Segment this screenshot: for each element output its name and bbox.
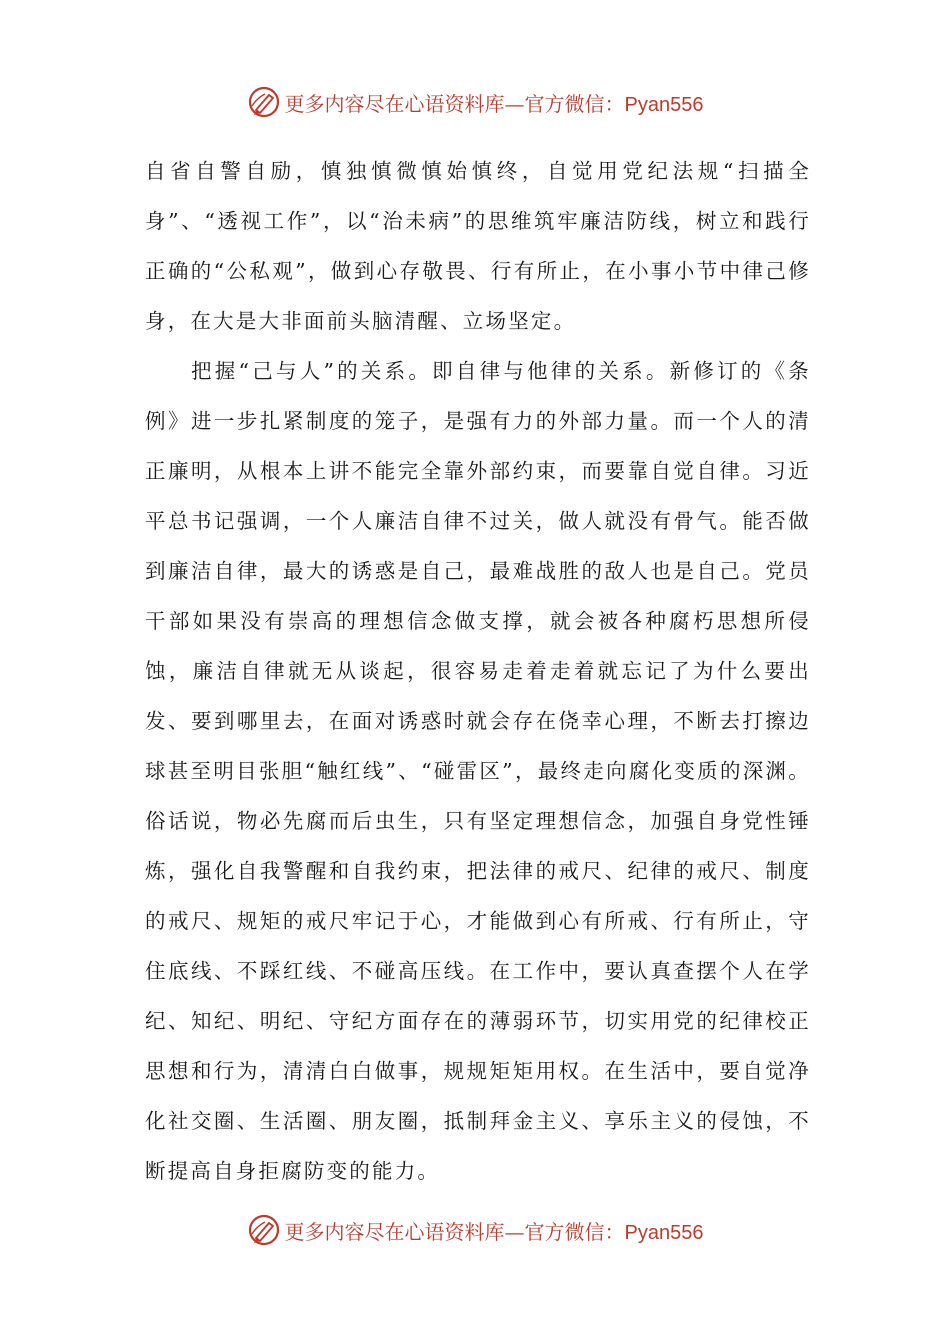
paragraph-2: 把握“己与人”的关系。即自律与他律的关系。新修订的《条例》进一步扎紧制度的笼子，是强有力的外部力量。而一个人的清正廉明，从根本上讲不能完全靠外部约束，而要靠自觉自律。习近平总书记强调，一个人廉洁自律不过关，做人就没有骨气。能否做到廉洁自律，最大的诱惑是自己，最难战胜的敌人也是自己。党员干部如果没有崇高的理想信念做支撑，就会被各种腐朽思想所侵蚀，廉洁自律就无从谈起，很容易走着走着就忘记了为什么要出发、要到哪里去，在面对诱惑时就会存在侥幸心理，不断去打擦边球甚至明目张胆“触红线”、“碰雷区”，最终走向腐化变质的深渊。俗话说，物必先腐而后虫生，只有坚定理想信念，加强自身党性锤炼，强化自我警醒和自我约束，把法律的戒尺、纪律的戒尺、制度的戒尺、规矩的戒尺牢记于心，才能做到心有所戒、行有所止，守住底线、不踩红线、不碰高压线。在工作中，要认真查摆个人在学纪、知纪、明纪、守纪方面存在的薄弱环节，切实用党的纪律校正思想和行为，清清白白做事，规规矩矩用权。在生活中，要自觉净化社交圈、生活圈、朋友圈，抵制拜金主义、享乐主义的侵蚀，不断提高自身拒腐防变的能力。 [145, 359, 811, 1183]
pen-logo-icon [247, 85, 281, 119]
footer-wechat-id: Pyan556 [624, 1221, 704, 1244]
header-wechat-id: Pyan556 [624, 93, 704, 116]
document-body [145, 146, 811, 1196]
header-banner [0, 82, 950, 122]
footer-text: 更多内容尽在心语资料库—官方微信：Pyan556 [284, 1219, 704, 1244]
header-text: 更多内容尽在心语资料库—官方微信：Pyan556 [284, 91, 704, 116]
paragraph-1: 自省自警自励，慎独慎微慎始慎终，自觉用党纪法规“扫描全身”、“透视工作”，以“治未病”的思维筑牢廉洁防线，树立和践行正确的“公私观”，做到心存敬畏、行有所止，在小事小节中律己修身，在大是大非面前头脑清醒、立场坚定。 [145, 159, 811, 333]
pen-logo-icon [247, 1213, 281, 1247]
footer-banner [0, 1210, 950, 1250]
